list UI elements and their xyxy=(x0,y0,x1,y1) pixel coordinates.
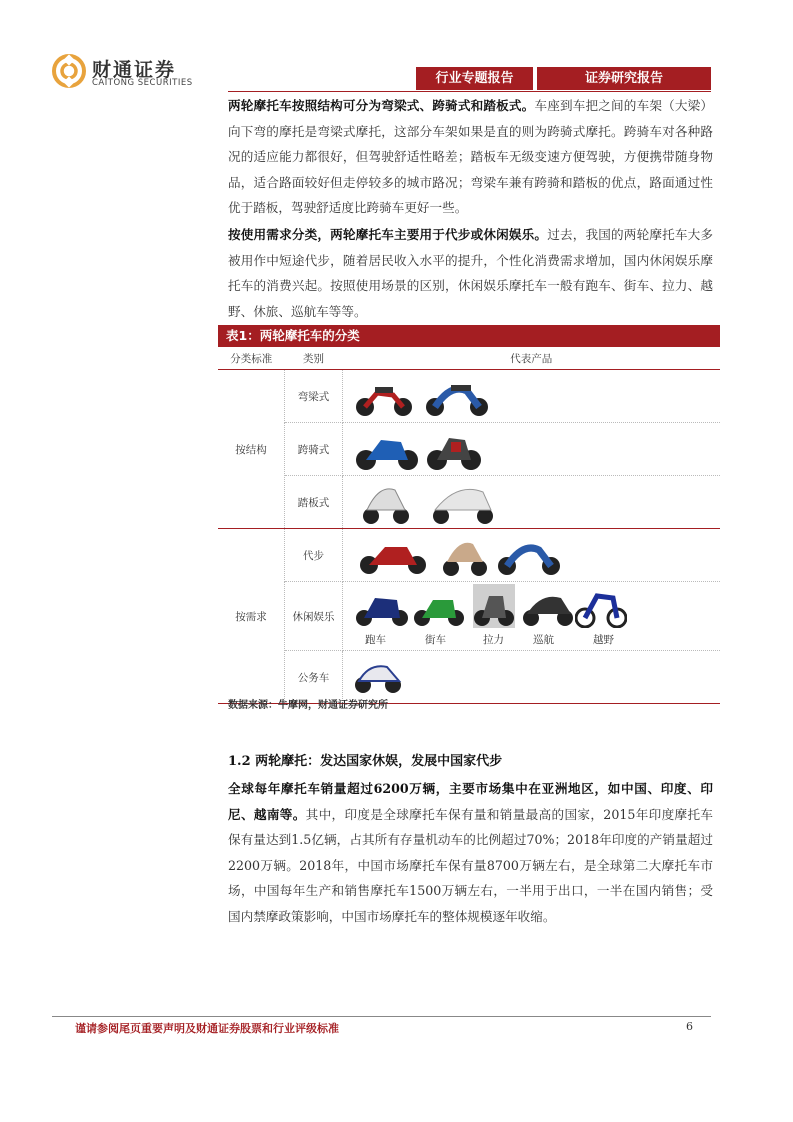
motorcycle-image xyxy=(441,532,489,578)
motorcycle-image xyxy=(353,373,415,419)
table-products xyxy=(343,651,721,704)
caption-street: 街车 xyxy=(425,634,446,646)
table-products xyxy=(343,529,721,582)
motorcycle-image xyxy=(353,426,421,472)
paragraph-market-body: 其中，印度是全球摩托车保有量和销量最高的国家，2015年印度摩托车保有量达到1.5亿辆，占其所有存量机动车的比例超过70%；2018年印度的产销量超过2200万辆。2018年，中国市场摩托车保有量8700万辆左右，是全球第二大摩托车市场，中国每年生产和销售摩托车1500万辆左右，一半用于出口，一半在国内销售；受国内禁摩政策影响，中国市场摩托车的整体规模逐年收缩。 xyxy=(228,806,713,924)
table-row xyxy=(218,476,720,529)
table-category: 跨骑式 xyxy=(285,423,343,476)
table-header-row xyxy=(218,347,720,370)
motorcycle-image xyxy=(353,590,411,628)
table-category: 代步 xyxy=(285,529,343,582)
motorcycle-image xyxy=(353,659,403,695)
table-title: 表1：两轮摩托车的分类 xyxy=(218,325,720,347)
caption-rally: 拉力 xyxy=(483,634,504,646)
section-title: 1.2 两轮摩托：发达国家休娱，发展中国家代步 xyxy=(228,754,503,769)
caption-offroad: 越野 xyxy=(593,634,614,646)
logo-icon xyxy=(52,54,86,88)
header-divider xyxy=(228,91,711,92)
company-logo xyxy=(52,52,212,90)
paragraph-structure xyxy=(228,93,713,221)
table-category: 踏板式 xyxy=(285,476,343,529)
paragraph-usage-body: 过去，我国的两轮摩托车大多被用作中短途代步，随着居民收入水平的提升，个性化消费需求增加，国内休闲娱乐摩托车的消费兴起。按照使用场景的区别，休闲娱乐摩托车一般有跑车、街车、拉力、越野、休旅、巡航车等等。 xyxy=(228,227,714,319)
table-products xyxy=(343,423,721,476)
motorcycle-image xyxy=(521,588,575,628)
page-number: 6 xyxy=(686,1020,693,1033)
table-source: 数据来源：牛摩网，财通证券研究所 xyxy=(228,700,388,711)
motorcycle-image xyxy=(427,478,499,526)
table-products xyxy=(343,582,721,651)
motorcycle-image xyxy=(425,426,483,472)
paragraph-market-lead: 全球每年摩托车销量超过6200万辆，主要市场集中在亚洲地区，如中国、印度、印尼、越南等。 xyxy=(228,781,713,822)
motorcycle-image xyxy=(473,584,515,628)
header-tab-industry: 行业专题报告 xyxy=(416,67,533,90)
paragraph-structure-body: 车座到车把之间的车架（大梁）向下弯的摩托是弯梁式摩托，这部分车架如果是直的则为跨骑式摩托。跨骑车对各种路况的适应能力都很好，但驾驶舒适性略差；踏板车无级变速方便驾驶，方便携带随身物品，适合路面较好但走停较多的城市路况；弯梁车兼有跨骑和踏板的优点，路面通过性优于踏板，驾驶舒适度比跨骑车更好一些。 xyxy=(228,98,714,215)
logo-cn: 财通证券 xyxy=(92,59,177,81)
motorcycle-image xyxy=(359,478,411,526)
motorcycle-image xyxy=(421,373,493,419)
logo-en: CAITONG SECURITIES xyxy=(92,78,193,88)
table-row xyxy=(218,423,720,476)
table-header-category: 类别 xyxy=(285,347,343,370)
table-header-standard: 分类标准 xyxy=(218,347,285,370)
paragraph-market xyxy=(228,776,713,929)
motorcycle-image xyxy=(355,533,431,577)
footer-disclaimer: 谨请参阅尾页重要声明及财通证券股票和行业评级标准 xyxy=(75,1022,339,1035)
table-products xyxy=(343,476,721,529)
table-row xyxy=(218,370,720,423)
table-products xyxy=(343,370,721,423)
motorcycle-image xyxy=(493,532,565,578)
header-tab-research: 证券研究报告 xyxy=(537,67,711,90)
paragraph-usage-lead: 按使用需求分类，两轮摩托车主要用于代步或休闲娱乐。 xyxy=(228,227,548,242)
table-category: 休闲娱乐 xyxy=(285,582,343,651)
motorcycle-image xyxy=(575,586,627,628)
caption-sport: 跑车 xyxy=(365,634,386,646)
table-category: 弯梁式 xyxy=(285,370,343,423)
table-category: 公务车 xyxy=(285,651,343,704)
table-group-demand: 按需求 xyxy=(218,529,285,704)
table-row xyxy=(218,529,720,582)
classification-table xyxy=(218,347,720,704)
footer-divider xyxy=(52,1016,711,1017)
table-row xyxy=(218,582,720,651)
table-group-structure: 按结构 xyxy=(218,370,285,529)
paragraph-usage xyxy=(228,222,713,324)
paragraph-structure-lead: 两轮摩托车按照结构可分为弯梁式、跨骑式和踏板式。 xyxy=(228,98,535,113)
table-header-products: 代表产品 xyxy=(343,347,721,370)
caption-cruiser: 巡航 xyxy=(533,634,554,646)
motorcycle-image xyxy=(411,590,467,628)
